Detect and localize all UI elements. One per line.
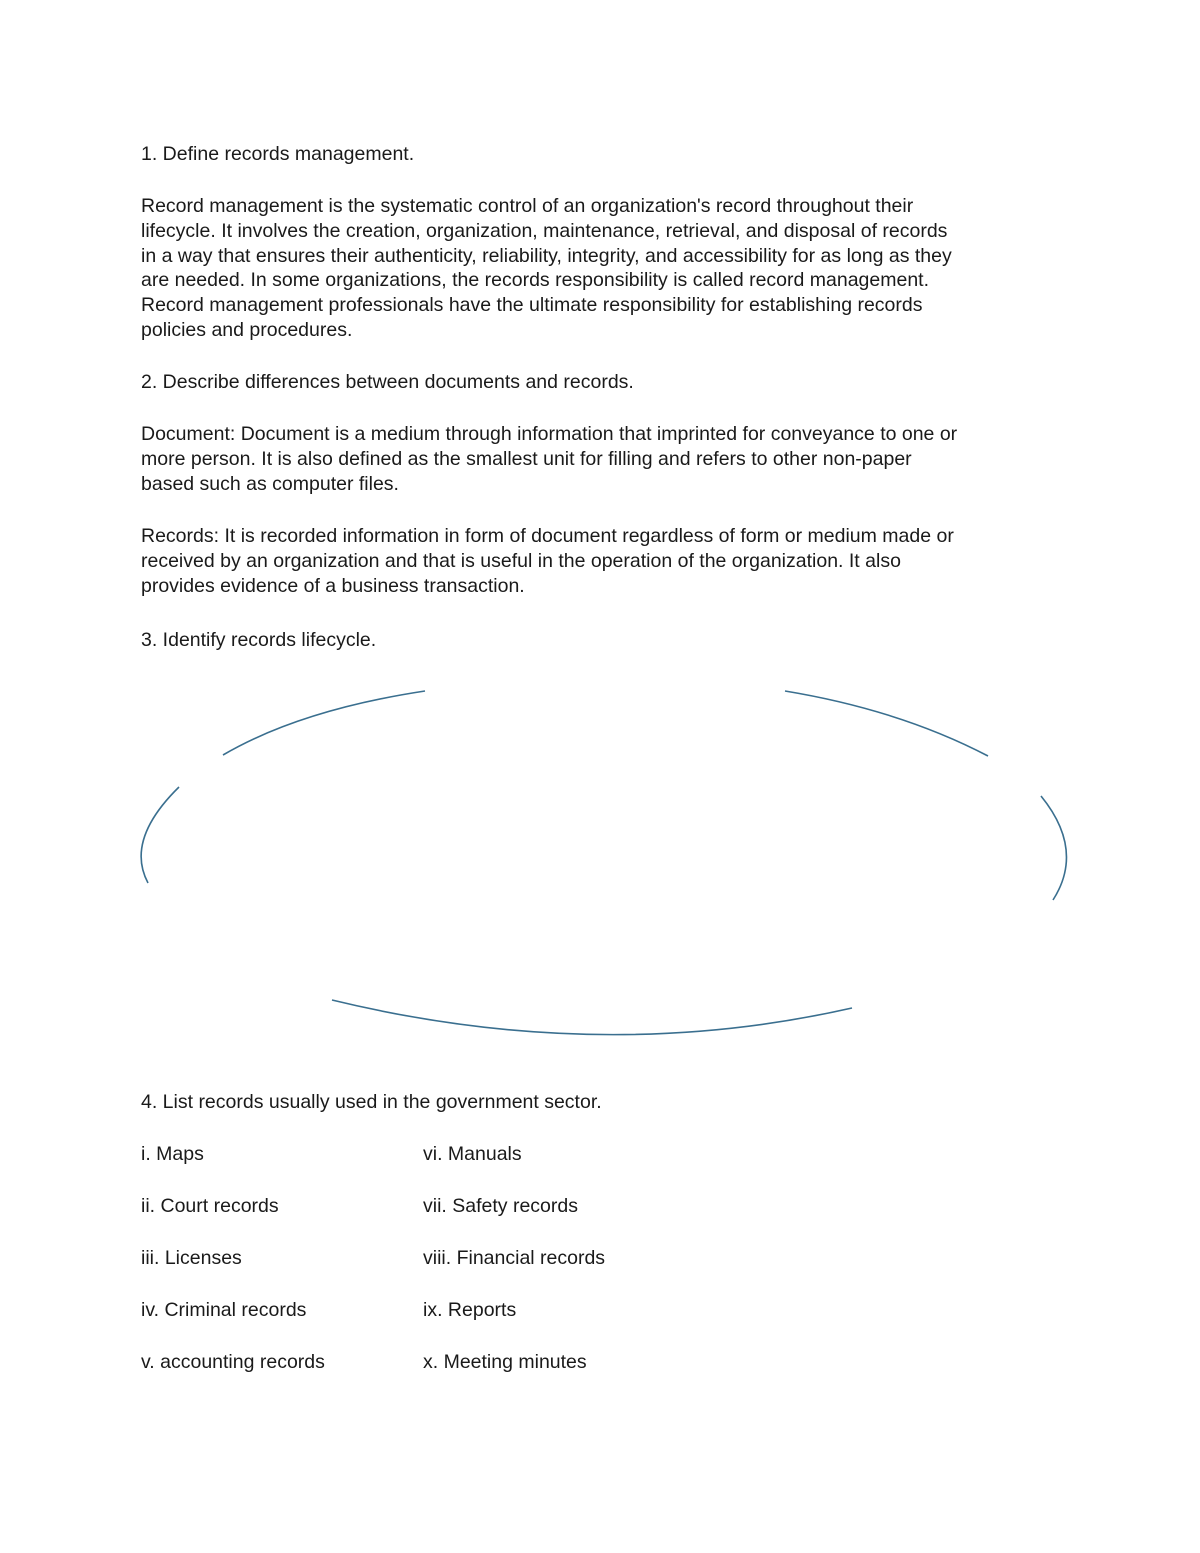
- list-item: ix. Reports: [423, 1299, 517, 1321]
- lifecycle-arc-top-left: [223, 691, 425, 755]
- list-item: iii. Licenses: [141, 1247, 242, 1269]
- list-item: iv. Criminal records: [141, 1299, 307, 1321]
- document-definition: Document: Document is a medium through information that imprinted for conveyance to one or more person. It is also defined as the smallest unit for filling and refers to other non-paper based such as computer files.: [141, 423, 958, 495]
- lifecycle-arc-right: [1041, 796, 1066, 900]
- list-item: ii. Court records: [141, 1195, 279, 1217]
- list-item: vi. Manuals: [423, 1143, 522, 1165]
- lifecycle-arc-bottom: [332, 1000, 852, 1035]
- lifecycle-arc-top-right: [785, 691, 988, 756]
- lifecycle-arc-left: [141, 787, 179, 883]
- question-1-heading: 1. Define records management.: [141, 143, 415, 165]
- list-item: vii. Safety records: [423, 1195, 578, 1217]
- question-3-heading: 3. Identify records lifecycle.: [141, 629, 377, 651]
- question-1-answer: Record management is the systematic control of an organization's record throughout their lifecycle. It involves the creation, organization, maintenance, retrieval, and disposal of records in a way that ensures their authenticity, reliability, integrity, and accessibility for as long as they are needed. In some organizations, the records responsibility is called record management. Record management professionals have the ultimate responsibility for establishing records policies and procedures.: [141, 195, 952, 341]
- question-4-heading: 4. List records usually used in the government sector.: [141, 1091, 602, 1113]
- list-item: x. Meeting minutes: [423, 1351, 587, 1373]
- question-2-heading: 2. Describe differences between documents and records.: [141, 371, 634, 393]
- list-item: i. Maps: [141, 1143, 204, 1165]
- list-item: viii. Financial records: [423, 1247, 606, 1269]
- list-item: v. accounting records: [141, 1351, 325, 1373]
- records-definition: Records: It is recorded information in form of document regardless of form or medium made or received by an organization and that is useful in the operation of the organization. It also provides evidence of a business transaction.: [141, 525, 954, 597]
